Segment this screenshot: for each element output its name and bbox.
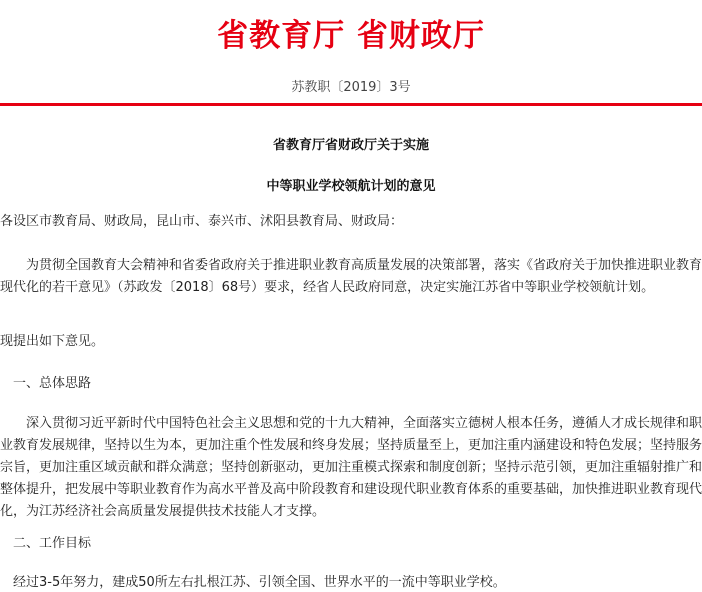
document-number: 苏教职〔2019〕3号: [291, 80, 411, 95]
notice-title-line-2: 中等职业学校领航计划的意见: [266, 179, 436, 194]
section-2-heading: 二、工作目标: [13, 536, 92, 551]
issuing-authority-title: 省教育厅 省财政厅: [217, 18, 485, 54]
opinion-lead-paragraph: 现提出如下意见。: [0, 334, 105, 349]
section-1-paragraph: 深入贯彻习近平新时代中国特色社会主义思想和党的十九大精神，全面落实立德树人根本任务，遵循人才成长规律和职业教育发展规律，坚持以生为本，更加注重个性发展和终身发展；坚持质量至上，更加注重内涵建设和特色发展；坚持服务宗旨，更加注重区域贡献和群众满意；坚持创新驱动，更加注重模式探索和制度创新；坚持示范引领，更加注重辐射推广和整体提升，把发展中等职业教育作为高水平普及高中阶段教育和建设现代职业教育体系的重要基础，加快推进职业教育现代化，为江苏经济社会高质量发展提供技术技能人才支撑。: [0, 416, 702, 519]
section-2-paragraph: 经过3-5年努力，建成50所左右扎根江苏、引领全国、世界水平的一流中等职业学校。: [13, 575, 506, 590]
intro-paragraph: 为贯彻全国教育大会精神和省委省政府关于推进职业教育高质量发展的决策部署，落实《省政府关于加快推进职业教育现代化的若干意见》（苏政发〔2018〕68号）要求，经省人民政府同意，决定实施江苏省中等职业学校领航计划。: [0, 258, 702, 295]
section-1-heading: 一、总体思路: [13, 376, 92, 391]
notice-title-line-1: 省教育厅省财政厅关于实施: [272, 138, 429, 153]
red-divider-line: [0, 103, 702, 106]
addressee-paragraph: 各设区市教育局、财政局，昆山市、泰兴市、沭阳县教育局、财政局：: [0, 214, 404, 229]
